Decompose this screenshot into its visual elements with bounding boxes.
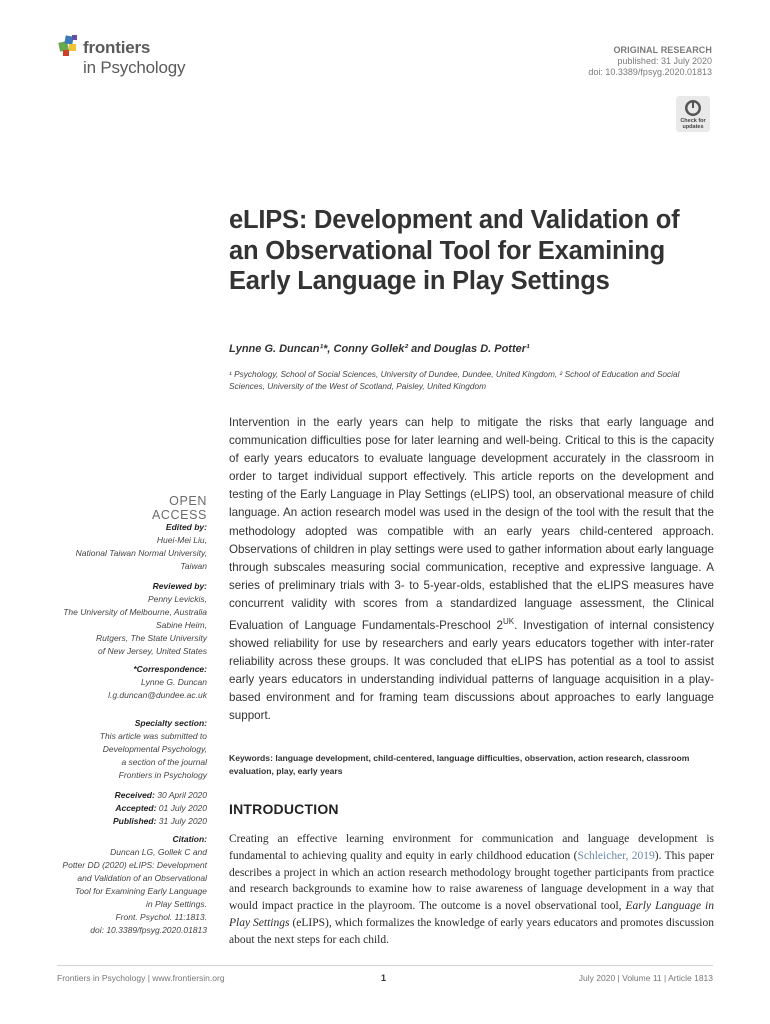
specialty-label: Specialty section: [134, 718, 207, 728]
page-number: 1 [381, 973, 387, 983]
logo-text-journal: in Psychology [83, 58, 186, 77]
received-date: Received: 30 April 2020 [114, 790, 207, 800]
article-meta [588, 45, 712, 78]
edited-by [40, 521, 207, 573]
check-for-updates-badge[interactable] [676, 96, 710, 132]
edited-by-label: Edited by: [165, 522, 207, 532]
published-date: published: 31 July 2020 [617, 56, 712, 66]
reviewed-by-label: Reviewed by: [152, 581, 207, 591]
abstract: Intervention in the early years can help to mitigate the risks that early language and communication difficulties pose for later learning and well-being. Critical to this is the capacity of early years educators to evaluate language development accurately in the classroom in order to target individual support effectively. This article reports on the development and testing of the Early Language in Play Settings (eLIPS) tool, an observational measure of child language. An action research model was used in the design of the tool with the result that the methodology adopted was compatible with an early years child-centered approach. Observations of children in play settings were used to gather information about early language through subscales measuring social communication, receptive and expressive language. A series of preliminary trials with 3- to 5-year-olds, established that the eLIPS measures have concurrent validity with scores from a standardized language assessment, the Clinical Evaluation of Language Fundamentals-Preschool $2^{UK}$. Investigation of internal consistency showed reliability for use by researchers and early years educators together with inter-rater reliability across these groups. It was concluded that eLIPS has potential as a tool to assist early years educators in understanding individual patterns of language acquisition in a play-based environment and for framing team discussions about approaches to early language support. [229, 416, 714, 723]
correspondence-email[interactable]: l.g.duncan@dundee.ac.uk [108, 690, 207, 700]
tool-name: Early Language in Play Settings [229, 900, 715, 929]
citation-line: Front. Psychol. 11:1813. [115, 912, 207, 922]
keywords-label: Keywords: [229, 753, 273, 763]
correspondence [40, 663, 207, 702]
reviewed-by-line: The University of Melbourne, Australia [63, 607, 207, 617]
citation-line: and Validation of an Observational [77, 873, 207, 883]
article-doi[interactable]: doi: 10.3389/fpsyg.2020.01813 [588, 67, 712, 77]
citation-label: Citation: [172, 834, 207, 844]
specialty-line: a section of the journal [121, 757, 207, 767]
specialty-line: This article was submitted to [99, 731, 207, 741]
citation-block [40, 833, 207, 937]
footer-journal-link[interactable]: Frontiers in Psychology | www.frontiersin.org [57, 973, 225, 983]
reviewed-by-line: Penny Levickis, [147, 594, 207, 604]
frontiers-logo-icon [57, 33, 81, 59]
article-type: ORIGINAL RESEARCH [613, 45, 712, 55]
affiliations: ¹ Psychology, School of Social Sciences, University of Dundee, Dundee, United Kingdom, ² School of Education and Social Sciences, University of the West of Scotland, Paisley, United Kingdom [229, 369, 680, 391]
reviewed-by [40, 580, 207, 658]
author-list[interactable]: Lynne G. Duncan¹*, Conny Gollek² and Douglas D. Potter¹ [229, 343, 530, 355]
check-for-updates-icon [683, 99, 703, 117]
specialty-section [40, 717, 207, 782]
check-for-updates-label: Check for updates [680, 118, 706, 130]
citation-line: Duncan LG, Gollek C and [110, 847, 207, 857]
article-title: eLIPS: Development and Validation of an Observational Tool for Examining Early Language in Play Settings [229, 206, 680, 295]
citation-line: in Play Settings. [146, 899, 207, 909]
citation-line: Tool for Examining Early Language [75, 886, 207, 896]
correspondence-name: Lynne G. Duncan [141, 677, 207, 687]
keywords-list: language development, child-centered, language difficulties, observation, action research, classroom evaluation, play, early years [229, 753, 690, 776]
reviewed-by-line: Rutgers, The State University [95, 633, 207, 643]
edited-by-line: Taiwan [180, 561, 207, 571]
correspondence-label: *Correspondence: [133, 664, 207, 674]
keywords [229, 752, 714, 778]
citation-link[interactable]: Schleicher, 2019 [577, 849, 655, 862]
section-heading-introduction: INTRODUCTION [229, 801, 339, 817]
edited-by-line: National Taiwan Normal University, [75, 548, 207, 558]
reviewed-by-line: of New Jersey, United States [98, 646, 207, 656]
specialty-line: Frontiers in Psychology [118, 770, 207, 780]
specialty-line: Developmental Psychology, [102, 744, 207, 754]
introduction-paragraph: Creating an effective learning environment for communication and language development is fundamental to achieving quality and equity in early childhood education (Schleicher, 2019). This paper describes a project in which an action research methodology brought together participants from practice and research backgrounds to examine how to raise awareness of language development in a way that would impact practice in the playroom. The outcome is a novel observational tool, Early Language in Play Settings (eLIPS), which formalizes the knowledge of early years educators and promotes discussion about the next steps for each child. [229, 833, 715, 946]
edited-by-line: Huei-Mei Liu, [156, 535, 207, 545]
footer-issue-info: July 2020 | Volume 11 | Article 1813 [578, 973, 713, 983]
open-access-label: OPEN ACCESS [151, 494, 207, 522]
logo-text-frontiers: frontiers [83, 38, 151, 57]
article-dates [40, 789, 207, 828]
footer-divider [57, 965, 713, 966]
reviewed-by-line: Sabine Heim, [155, 620, 207, 630]
published-date-sidebar: Published: 31 July 2020 [112, 816, 207, 826]
journal-logo[interactable] [57, 33, 207, 83]
citation-doi[interactable]: doi: 10.3389/fpsyg.2020.01813 [90, 925, 207, 935]
citation-line: Potter DD (2020) eLIPS: Development [62, 860, 207, 870]
abstract-superscript: UK [503, 617, 515, 627]
accepted-date: Accepted: 01 July 2020 [115, 803, 207, 813]
